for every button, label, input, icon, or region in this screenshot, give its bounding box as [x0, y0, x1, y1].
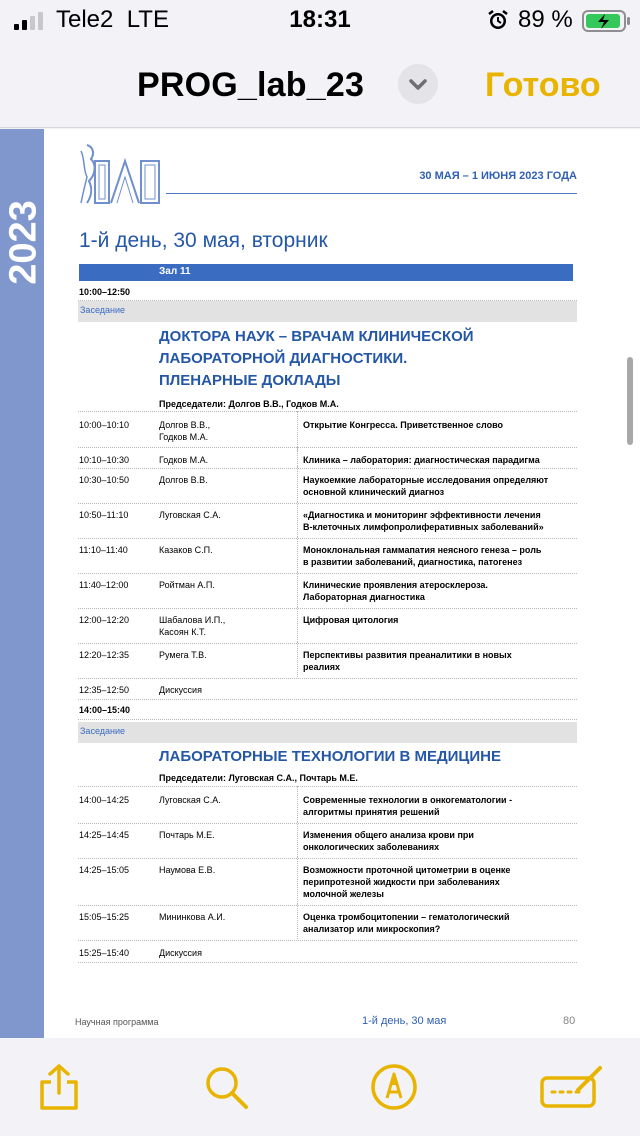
row-time: 14:25–14:45: [79, 830, 130, 840]
share-icon[interactable]: [34, 1062, 84, 1112]
side-year: 2023: [2, 200, 45, 285]
alarm-icon: [487, 9, 509, 31]
navigation-bar: [0, 44, 640, 128]
session-time: 14:00–15:40: [79, 705, 131, 715]
row-topic: Изменения общего анализа крови при онкологических заболеваниях: [303, 830, 474, 852]
divider: [78, 608, 577, 609]
row-speakers: Долгов В.В., Годков М.А.: [159, 420, 211, 442]
row-speakers: Казаков С.П.: [159, 545, 213, 555]
page-side-band: [0, 129, 44, 1038]
column-divider: [297, 571, 298, 607]
row-topic: Перспективы развития преаналитики в новых реалиях: [303, 650, 512, 672]
row-time: 14:00–14:25: [79, 795, 130, 805]
row-topic: Возможности проточной цитометрии в оценке перипротезной жидкости при заболеваниях молочной железы: [303, 865, 511, 899]
row-topic: Современные технологии в онкогематологии - алгоритмы принятия решений: [303, 795, 513, 817]
congress-dates: 30 МАЯ – 1 ИЮНЯ 2023 ГОДА: [419, 170, 577, 182]
footer-day: 1-й день, 30 мая: [362, 1015, 447, 1027]
session-title-line: ДОКТОРА НАУК – ВРАЧАМ КЛИНИЧЕСКОЙ: [159, 328, 474, 345]
row-speakers: Ройтман А.П.: [159, 580, 215, 590]
divider: [78, 858, 577, 859]
session-title-line: ЛАБОРАТОРНОЙ ДИАГНОСТИКИ.: [159, 350, 408, 367]
column-divider: [297, 856, 298, 904]
battery-percent: 89 %: [518, 6, 573, 33]
divider: [78, 538, 577, 539]
row-time: 15:05–15:25: [79, 912, 130, 922]
divider: [78, 447, 577, 448]
row-time: 10:50–11:10: [79, 510, 129, 520]
column-divider: [297, 466, 298, 502]
row-topic: «Диагностика и мониторинг эффективности лечения В-клеточных лимфопролиферативных заболеваний»: [303, 510, 544, 532]
column-divider: [297, 411, 298, 451]
congress-logo: [75, 141, 165, 205]
column-divider: [297, 446, 298, 468]
divider: [78, 823, 577, 824]
session-label-bar: [78, 722, 577, 743]
row-speakers: Луговская С.А.: [159, 510, 221, 520]
session-label: Заседание: [80, 726, 126, 736]
divider: [78, 643, 577, 644]
session-title-line: ПЛЕНАРНЫЕ ДОКЛАДЫ: [159, 372, 341, 389]
divider: [78, 503, 577, 504]
document-title[interactable]: PROG_lab_23: [137, 66, 365, 104]
divider: [78, 468, 577, 469]
row-speakers: Мининкова А.И.: [159, 912, 226, 922]
row-time: 14:25–15:05: [79, 865, 130, 875]
row-speakers: Дискуссия: [159, 948, 202, 958]
bottom-toolbar: [0, 1038, 640, 1136]
row-speakers: Румега Т.В.: [159, 650, 207, 660]
divider: [78, 786, 577, 787]
row-time: 11:40–12:00: [79, 580, 129, 590]
row-speakers: Луговская С.А.: [159, 795, 221, 805]
column-divider: [297, 786, 298, 822]
carrier-label: Tele2 LTE: [56, 6, 169, 33]
status-bar: [0, 0, 640, 44]
session-chairs: Председатели: Луговская С.А., Почтарь М.Е.: [159, 773, 358, 783]
column-divider: [297, 641, 298, 677]
column-divider: [297, 536, 298, 572]
divider: [78, 719, 577, 720]
row-speakers: Шабалова И.П., Касоян К.Т.: [159, 615, 226, 637]
session-chairs: Председатели: Долгов В.В., Годков М.А.: [159, 399, 339, 409]
row-topic: Открытие Конгресса. Приветственное слово: [303, 420, 504, 430]
day-title: 1-й день, 30 мая, вторник: [79, 229, 328, 252]
session-label: Заседание: [80, 305, 126, 315]
row-time: 12:35–12:50: [79, 685, 130, 695]
row-topic: Оценка тромбоцитопении – гематологический анализатор или микроскопия?: [303, 912, 510, 934]
markup-icon[interactable]: [369, 1062, 419, 1112]
row-time: 11:10–11:40: [79, 545, 128, 555]
row-speakers: Долгов В.В.: [159, 475, 208, 485]
divider: [78, 573, 577, 574]
signature-icon[interactable]: [540, 1062, 604, 1112]
scrollbar[interactable]: [627, 357, 633, 445]
row-time: 10:00–10:10: [79, 420, 130, 430]
row-speakers: Наумова Е.В.: [159, 865, 216, 875]
column-divider: [297, 606, 298, 642]
chevron-down-icon: [398, 64, 438, 104]
row-topic: Клинические проявления атеросклероза. Лабораторная диагностика: [303, 580, 488, 602]
title-menu-button[interactable]: [398, 64, 438, 104]
row-time: 10:30–10:50: [79, 475, 130, 485]
row-time: 15:25–15:40: [79, 948, 130, 958]
column-divider: [297, 903, 298, 939]
divider: [78, 905, 577, 906]
row-topic: Клиника – лаборатория: диагностическая парадигма: [303, 455, 540, 465]
row-topic: Цифровая цитология: [303, 615, 399, 625]
hall-label: Зал 11: [159, 266, 191, 277]
divider: [78, 411, 577, 412]
session-label-bar: [78, 301, 577, 322]
session-time: 10:00–12:50: [79, 287, 131, 297]
header-rule: [166, 193, 577, 194]
row-time: 10:10–10:30: [79, 455, 130, 465]
column-divider: [297, 821, 298, 857]
row-time: 12:00–12:20: [79, 615, 130, 625]
session-title: [159, 746, 501, 768]
row-speakers: Годков М.А.: [159, 455, 209, 465]
row-speakers: Дискуссия: [159, 685, 202, 695]
page-number: 80: [563, 1015, 576, 1027]
divider: [78, 940, 577, 941]
column-divider: [297, 501, 298, 537]
session-title: [159, 326, 474, 392]
hall-bar: [79, 264, 573, 281]
row-topic: Моноклональная гаммапатия неясного генеза – роль в развитии заболеваний, диагностика, патогенез: [303, 545, 542, 567]
row-time: 12:20–12:35: [79, 650, 130, 660]
divider: [78, 699, 577, 700]
row-speakers: Почтарь М.Е.: [159, 830, 215, 840]
session-title-line: ЛАБОРАТОРНЫЕ ТЕХНОЛОГИИ В МЕДИЦИНЕ: [159, 748, 501, 765]
document-page[interactable]: [0, 129, 640, 1038]
row-topic: Наукоемкие лабораторные исследования определяют основной клинический диагноз: [303, 475, 549, 497]
battery-icon: [582, 9, 632, 33]
clock: 18:31: [289, 6, 351, 33]
divider: [78, 678, 577, 679]
done-button[interactable]: Готово: [485, 66, 601, 104]
search-icon[interactable]: [202, 1062, 252, 1112]
divider: [78, 962, 577, 963]
footer-program: Научная программа: [75, 1017, 159, 1027]
